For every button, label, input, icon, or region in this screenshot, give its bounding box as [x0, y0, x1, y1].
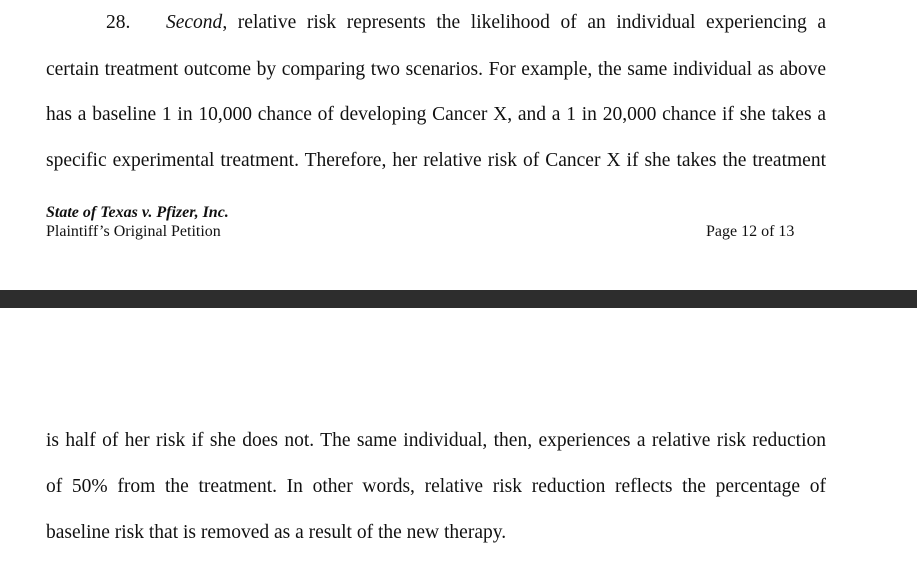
- paragraph-line: of 50% from the treatment. In other words, relative risk reduction reflects the percentage of: [46, 476, 826, 497]
- page-break-divider: [0, 290, 917, 308]
- paragraph-line: specific experimental treatment. Therefore, her relative risk of Cancer X if she takes the treatment: [46, 150, 826, 171]
- document-page-13: [0, 308, 917, 571]
- paragraph-last-line: baseline risk that is removed as a result of the new therapy.: [46, 522, 507, 543]
- paragraph-first-line: [46, 11, 826, 35]
- footer-case-title: State of Texas v. Pfizer, Inc.: [46, 204, 229, 221]
- paragraph-line: has a baseline 1 in 10,000 chance of developing Cancer X, and a 1 in 20,000 chance if she takes a: [46, 104, 826, 125]
- paragraph-line: is half of her risk if she does not. The same individual, then, experiences a relative risk reduction: [46, 430, 826, 451]
- footer-document-name: Plaintiff’s Original Petition: [46, 223, 221, 240]
- paragraph-first-line-text: , relative risk represents the likelihood of an individual experiencing a: [222, 12, 826, 33]
- paragraph-lead-word: Second: [166, 12, 223, 33]
- footer-page-number: Page 12 of 13: [706, 223, 795, 240]
- paragraph-line: certain treatment outcome by comparing two scenarios. For example, the same individual as above: [46, 59, 826, 80]
- paragraph-number: 28.: [106, 12, 131, 33]
